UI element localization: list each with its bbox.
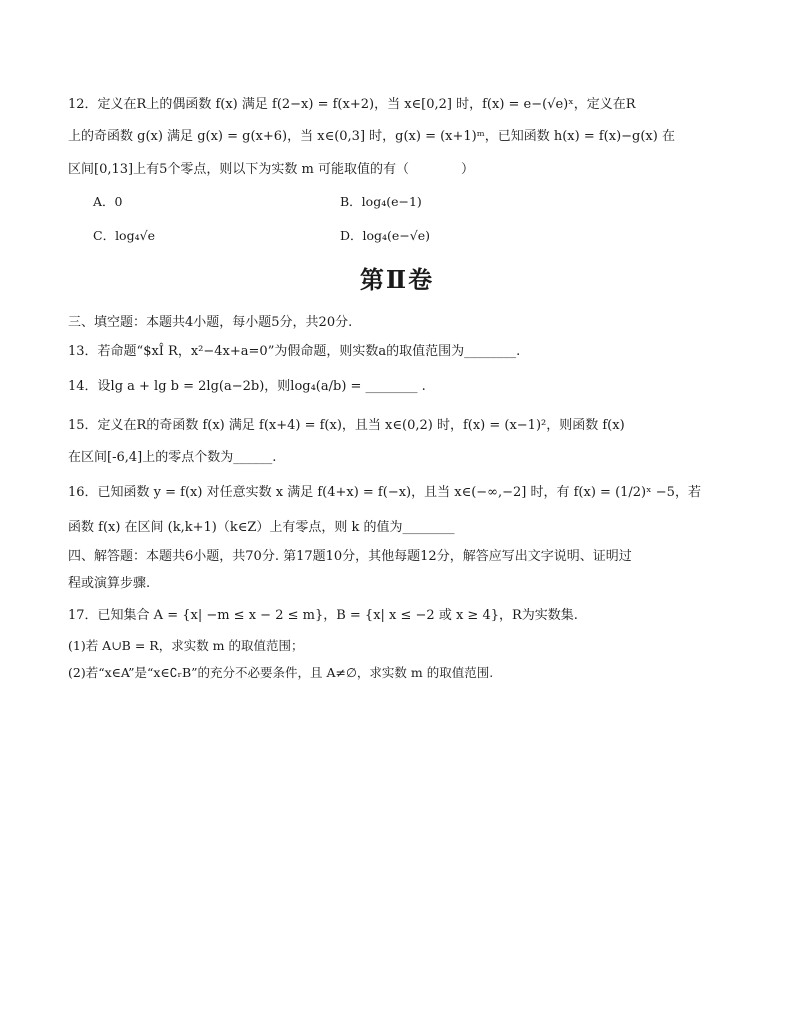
part4-header-line-2: 程或演算步骤.	[68, 576, 151, 591]
q17-stem: 17．已知集合 A = {x| −m ≤ x − 2 ≤ m}，B = {x| x ≤ −2 或 x ≥ 4}，R为实数集.	[68, 608, 578, 623]
section-title: 第Ⅱ卷	[359, 265, 435, 294]
q12-option-d: D．log₄(e−√e)	[340, 228, 431, 243]
q16-line-2: 函数 f(x) 在区间 (k,k+1)（k∈Z）上有零点，则 k 的值为________	[68, 520, 455, 535]
q17-part-2: (2)若“x∈A”是“x∈∁ᵣB”的充分不必要条件，且 A≠∅，求实数 m 的取值范围.	[68, 665, 494, 680]
q17-part-1: (1)若 A∪B = R，求实数 m 的取值范围；	[68, 638, 304, 653]
q15-line-1: 15．定义在R的奇函数 f(x) 满足 f(x+4) = f(x)，且当 x∈(0,2) 时，f(x) = (x−1)²，则函数 f(x)	[68, 418, 625, 433]
part3-header: 三、填空题：本题共4小题，每小题5分，共20分.	[68, 315, 353, 330]
q15-line-2: 在区间[-6,4]上的零点个数为______.	[68, 450, 277, 465]
q13: 13．若命题“$xÎ R，x²−4x+a=0”为假命题，则实数a的取值范围为________.	[68, 344, 521, 359]
q14: 14．设lg a + lg b = 2lg(a−2b)，则log₄(a/b) = ________ .	[68, 379, 426, 394]
q12-line-2: 上的奇函数 g(x) 满足 g(x) = g(x+6)，当 x∈(0,3] 时，g(x) = (x+1)ᵐ，已知函数 h(x) = f(x)−g(x) 在	[68, 129, 675, 144]
part4-header-line-1: 四、解答题：本题共6小题，共70分. 第17题10分，其他每题12分，解答应写出文字说明、证明过	[68, 549, 632, 564]
q12-line-3: 区间[0,13]上有5个零点，则以下为实数 m 可能取值的有（ ）	[68, 162, 474, 177]
q12-line-1: 12．定义在R上的偶函数 f(x) 满足 f(2−x) = f(x+2)，当 x∈[0,2] 时，f(x) = e−(√e)ˣ，定义在R	[68, 97, 636, 112]
q12-option-a: A．0	[93, 194, 123, 209]
q12-option-c: C．log₄√e	[93, 228, 155, 243]
q12-option-b: B．log₄(e−1)	[340, 194, 422, 209]
q16-line-1: 16．已知函数 y = f(x) 对任意实数 x 满足 f(4+x) = f(−x)，且当 x∈(−∞,−2] 时，有 f(x) = (1/2)ˣ −5，若	[68, 485, 701, 500]
